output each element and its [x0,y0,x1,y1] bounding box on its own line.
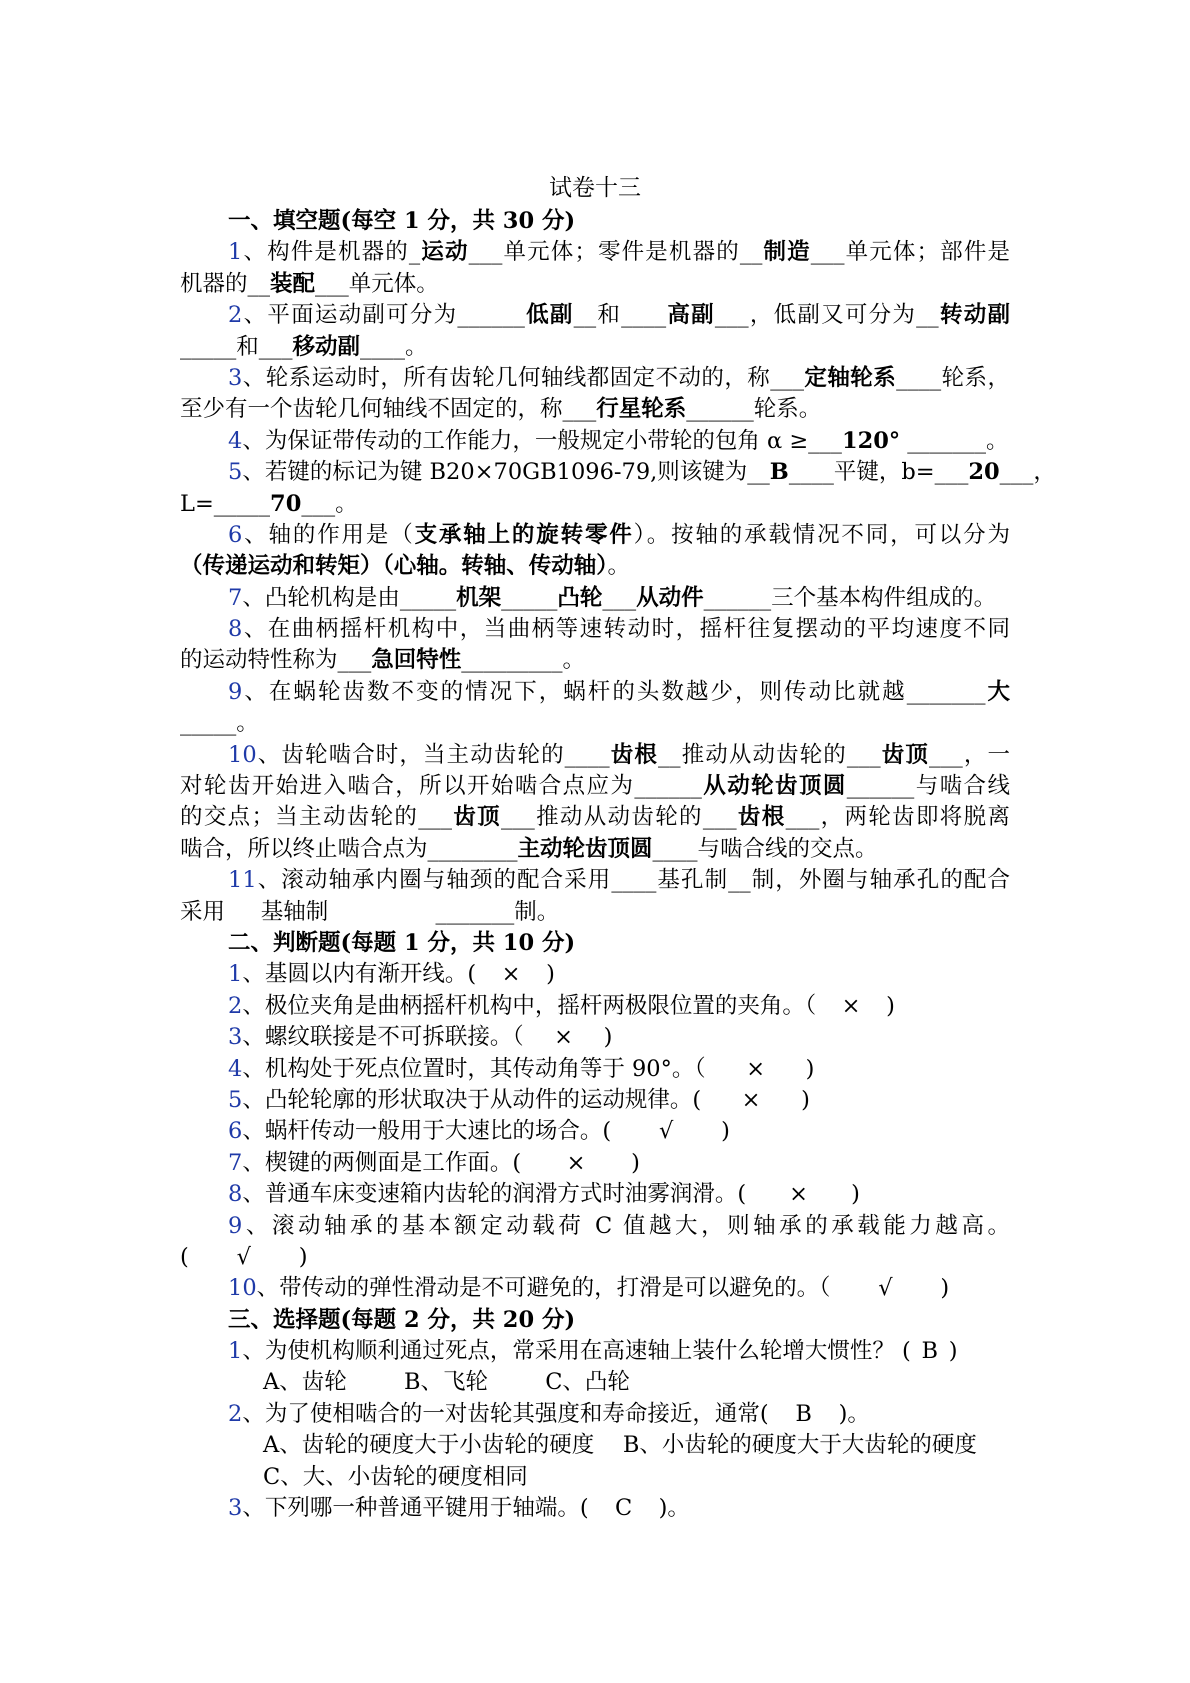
page-title: 试卷十三 [549,175,641,201]
question-1-2-cont: _____和___移动副____。 [180,333,428,360]
question-2-10: 10、带传动的弹性滑动是不可避免的，打滑是可以避免的。（ √ ) [180,1273,1010,1304]
question-1-6-cont: （传递运动和转矩）（心轴。转轴、传动轴）。 [180,553,631,580]
question-1-6: 6、轴的作用是（支承轴上的旋转零件）。按轴的承载情况不同，可以分为 [228,521,1010,548]
question-2-6: 6、蜗杆传动一般用于大速比的场合。( √ ) [180,1116,1010,1147]
answer: C [615,1495,633,1522]
cross-mark: × [841,992,861,1019]
section-heading-multiple-choice: 三、选择题(每题 2 分，共 20 分) [228,1306,576,1333]
answer: 大 [985,678,1010,705]
question-1-1-cont: 机器的__装配___单元体。 [180,270,439,297]
cross-mark: × [566,1149,586,1176]
question-1-9-cont: _____。 [180,710,259,737]
answer: 齿顶 [880,741,930,768]
cross-mark: × [741,1086,761,1113]
question-1-10: 10、齿轮啮合时，当主动齿轮的____齿根__推动从动齿轮的___齿顶___，一 [228,741,1010,768]
answer: 制造 [762,239,811,266]
question-2-3: 3、螺纹联接是不可拆联接。（ × ) [180,1022,1010,1053]
question-2-5: 5、凸轮轮廓的形状取决于从动件的运动规律。( × ) [180,1085,1010,1116]
answer: 齿顶 [452,804,501,831]
answer: 移动副 [292,333,361,360]
answer: B [769,459,789,486]
question-3-1-options: A、齿轮 B、飞轮 C、凸轮 [263,1369,630,1396]
cross-mark: × [501,961,521,988]
answer: 从动件 [636,584,704,611]
answer: 齿根 [609,741,659,768]
question-1-5: 5、若键的标记为键 B20×70GB1096-79,则该键为__B____平键，b=___20___， [228,459,1056,486]
question-2-9: 9、滚动轴承的基本额定动载荷 C 值越大，则轴承的承载能力越高。 [228,1212,1010,1239]
question-2-8: 8、普通车床变速箱内齿轮的润滑方式时油雾润滑。( × ) [180,1179,1010,1210]
question-2-4: 4、机构处于死点位置时，其传动角等于 90°。（ × ) [180,1054,1010,1085]
question-3-2-options-1: A、齿轮的硬度大于小齿轮的硬度 B、小齿轮的硬度大于大齿轮的硬度 [263,1432,977,1459]
question-1-1: 1、构件是机器的_运动___单元体；零件是机器的__制造___单元体；部件是 [228,239,1010,266]
question-1-10-cont-1: 对轮齿开始进入啮合，所以开始啮合点应为______从动轮齿顶圆______与啮合线 [180,773,1010,800]
question-3-1: 1、为使机构顺利通过死点，常采用在高速轴上装什么轮增大惯性？ ( B ) [180,1336,1010,1367]
answer: 高副 [666,302,715,329]
answer: 装配 [270,270,316,297]
question-2-1: 1、基圆以内有渐开线。( × ) [180,959,1010,990]
check-mark: √ [236,1243,251,1270]
cross-mark: × [554,1024,574,1051]
question-1-11-cont: 采用 基轴制 _______制。 [180,898,560,925]
answer: 支承轴上的旋转零件 [414,521,634,548]
answer: 从动轮齿顶圆 [701,773,847,800]
cross-mark: × [789,1181,809,1208]
question-3-2-options-2: C、大、小齿轮的硬度相同 [263,1463,528,1490]
question-3-3: 3、下列哪一种普通平键用于轴端。( C )。 [180,1493,1010,1524]
answer: B [795,1400,812,1427]
exam-content [180,206,1056,1524]
answer: 运动 [420,239,469,266]
question-1-3-cont: 至少有一个齿轮几何轴线不固定的，称___行星轮系______轮系。 [180,396,822,423]
answer: 齿根 [736,804,786,831]
answer: 20 [968,459,1000,486]
answer: 定轴轮系 [804,364,897,391]
cross-mark: × [746,1055,766,1082]
question-1-2: 2、平面运动副可分为______低副__和____高副___，低副又可分为__转动副 [228,302,1010,329]
question-1-7: 7、凸轮机构是由_____机架_____凸轮___从动件______三个基本构件组成的。 [228,584,997,611]
question-2-9-cont: ( √ ) [180,1242,1010,1273]
question-2-7: 7、楔键的两侧面是工作面。( × ) [180,1148,1010,1179]
section-heading-fill-in: 一、填空题(每空 1 分，共 30 分) [228,208,576,234]
section-heading-true-false: 二、判断题(每题 1 分，共 10 分) [228,929,576,956]
answer: B [921,1338,939,1365]
question-1-8: 8、在曲柄摇杆机构中，当曲柄等速转动时，摇杆往复摆动的平均速度不同 [228,616,1010,643]
check-mark: √ [878,1275,893,1302]
question-3-2: 2、为了使相啮合的一对齿轮其强度和寿命接近，通常( B )。 [180,1399,1010,1430]
answer: 转动副 [938,302,1010,329]
answer: 凸轮 [557,584,603,611]
question-1-4: 4、为保证带传动的工作能力，一般规定小带轮的包角 α ≥___120° _______。 [228,427,1009,454]
answer: 70 [270,490,302,517]
answer: 120° [841,427,901,454]
answer: 低副 [524,302,574,329]
check-mark: √ [658,1118,674,1145]
question-1-8-cont: 的运动特性称为___急回特性_________。 [180,647,586,674]
question-1-10-cont-3: 啮合，所以终止啮合点为________主动轮齿顶圆____与啮合线的交点。 [180,835,878,862]
answer: （传递运动和转矩）（心轴。转轴、传动轴） [180,553,608,580]
answer: 行星轮系 [596,396,687,423]
question-1-5-cont: L=_____70___。 [180,490,358,517]
question-2-2: 2、极位夹角是曲柄摇杆机构中，摇杆两极限位置的夹角。（ × ) [180,991,1010,1022]
answer: 急回特性 [371,647,462,674]
question-1-10-cont-2: 的交点；当主动齿轮的___齿顶___推动从动齿轮的___齿根___，两轮齿即将脱离 [180,804,1010,831]
question-1-3: 3、轮系运动时，所有齿轮几何轴线都固定不动的，称___定轴轮系____轮系， [228,364,1010,391]
answer: 主动轮齿顶圆 [517,835,653,862]
answer: 机架 [456,584,502,611]
question-1-11: 11、滚动轴承内圈与轴颈的配合采用____基孔制__制，外圈与轴承孔的配合 [228,867,1010,894]
question-1-9: 9、在蜗轮齿数不变的情况下，蜗杆的头数越少，则传动比就越_______大 [228,678,1010,705]
